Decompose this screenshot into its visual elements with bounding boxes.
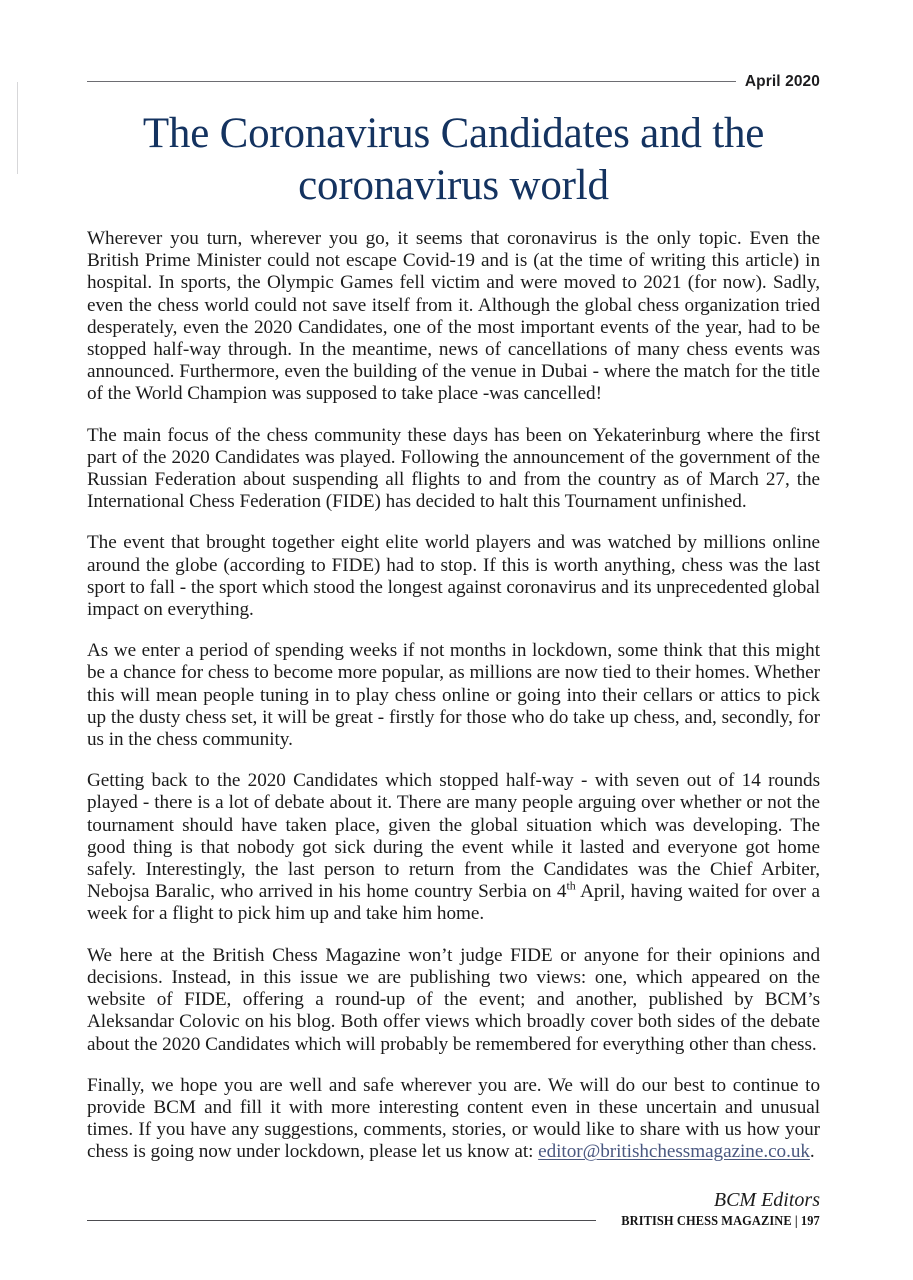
- closing-text-before: Finally, we hope you are well and safe wherever you are. We will do our best to continue to provide BCM and fill it with more interesting content even in these uncertain and unusual times. If you have any suggestions, comments, stories, or would like to share with us how your chess is going now under lockdown, please let us know at:: [87, 1074, 820, 1163]
- paragraph-chief-arbiter: [87, 770, 820, 925]
- footer-rule: [87, 1220, 596, 1221]
- issue-date: April 2020: [744, 73, 820, 90]
- arbiter-text-after: April, having waited for over a week for a flight to pick him up and take him home.: [87, 881, 820, 925]
- article-signature: BCM Editors: [713, 1188, 820, 1211]
- paragraph-lockdown: As we enter a period of spending weeks if not months in lockdown, some think that this might be a chance for chess to become more popular, as millions are now tied to their homes. Whether this will mean people tuning in to play chess online or going into their cellars or attics to pick up the dusty chess set, it will be great - firstly for those who do take up chess, and, secondly, for us in the chess community.: [87, 640, 820, 751]
- closing-text-after: .: [809, 1141, 815, 1163]
- footer-imprint: BRITISH CHESS MAGAZINE | 197: [621, 1213, 820, 1228]
- page-header: [87, 74, 820, 90]
- header-rule: [87, 81, 736, 82]
- paragraph-intro: Wherever you turn, wherever you go, it seems that coronavirus is the only topic. Even the British Prime Minister could not escape Covid-19 and is (at the time of writing this article) in hospital. In sports, the Olympic Games fell victim and were moved to 2021 (for now). Sadly, even the chess world could not save itself from it. Although the global chess organization tried desperately, even the 2020 Candidates, one of the most important events of the year, had to be stopped half-way through. In the meantime, news of cancellations of many chess events was announced. Furthermore, even the building of the venue in Dubai - where the match for the title of the World Champion was supposed to take place -was cancelled!: [87, 228, 820, 405]
- paragraph-yekaterinburg: The main focus of the chess community these days has been on Yekaterinburg where the first part of the 2020 Candidates was played. Following the announcement of the government of the Russian Federation about suspending all flights to and from the country as of March 27, the International Chess Federation (FIDE) has decided to halt this Tournament unfinished.: [87, 424, 820, 513]
- arbiter-text-before: Getting back to the 2020 Candidates which stopped half-way - with seven out of 14 rounds played - there is a lot of debate about it. There are many people arguing over whether or not the tournament should have taken place, given the global situation which was developing. The good thing is that nobody got sick during the event while it lasted and everyone got home safely. Interestingly, the last person to return from the Candidates was the Chief Arbiter, Nebojsa Baralic, who arrived in his home country Serbia on 4: [87, 770, 820, 903]
- article-body: [87, 228, 820, 1212]
- editor-email-link[interactable]: editor@britishchessmagazine.co.uk: [538, 1141, 810, 1163]
- paragraph-event-stopped: The event that brought together eight elite world players and was watched by millions online around the globe (according to FIDE) had to stop. If this is worth anything, chess was the last sport to fall - the sport which stood the longest against coronavirus and its unprecedented global impact on everything.: [87, 532, 820, 621]
- article-title: The Coronavirus Candidates and the coronavirus world: [142, 110, 765, 209]
- ordinal-suffix: th: [566, 878, 576, 893]
- page-gutter-rule: [17, 82, 18, 174]
- page-footer: [87, 1214, 820, 1228]
- paragraph-two-views: We here at the British Chess Magazine won’t judge FIDE or anyone for their opinions and decisions. Instead, in this issue we are publishing two views: one, which appeared on the website of FIDE, offering a round-up of the event; and another, published by BCM’s Aleksandar Colovic on his blog. Both offer views which broadly cover both sides of the debate about the 2020 Candidates which will probably be remembered for everything other than chess.: [87, 944, 820, 1055]
- paragraph-closing: [87, 1075, 820, 1164]
